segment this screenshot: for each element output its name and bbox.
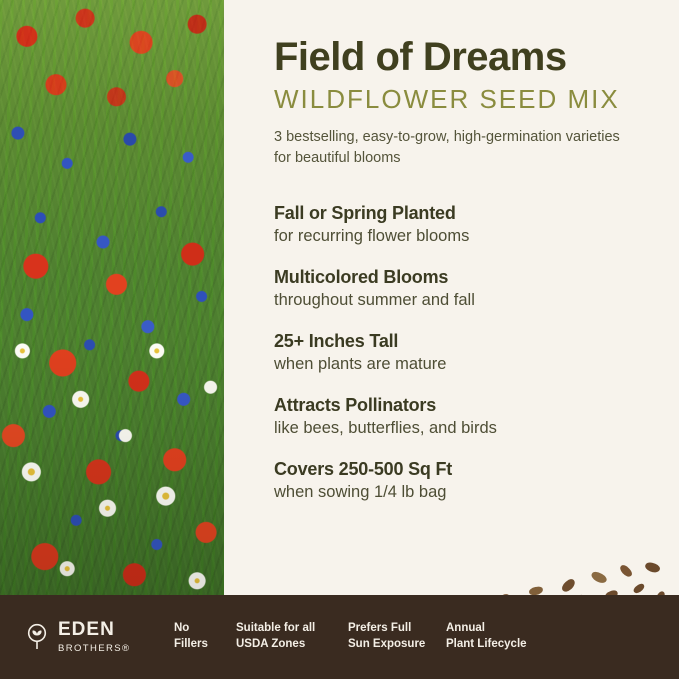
- feature-heading: Fall or Spring Planted: [274, 203, 456, 224]
- wildflower-field-photo: [0, 0, 224, 605]
- product-details-panel: [224, 0, 679, 605]
- product-subtitle: WILDFLOWER SEED MIX: [274, 84, 620, 114]
- footer-item-line1: No: [174, 622, 190, 635]
- footer-item-line1: Suitable for all: [236, 622, 316, 635]
- feature-heading: Attracts Pollinators: [274, 395, 437, 416]
- eden-brothers-logo[interactable]: [24, 620, 174, 655]
- footer-item-line2: Fillers: [174, 638, 208, 650]
- feature-item: [274, 459, 653, 502]
- feature-heading: 25+ Inches Tall: [274, 331, 399, 352]
- feature-description: when plants are mature: [274, 355, 447, 374]
- feature-item: [274, 267, 653, 310]
- feature-description: for recurring flower blooms: [274, 227, 470, 246]
- product-title: Field of Dreams: [274, 35, 567, 79]
- feature-description: throughout summer and fall: [274, 291, 475, 310]
- logo-primary-text: EDEN: [58, 618, 115, 640]
- footer-item-usda-zones: [236, 621, 348, 652]
- footer-bar: [0, 595, 679, 679]
- footer-item-line2: Sun Exposure: [348, 638, 426, 650]
- product-tagline: 3 bestselling, easy-to-grow, high-germination varieties for beautiful blooms: [274, 129, 620, 167]
- apple-tree-icon: [24, 623, 50, 651]
- feature-item: [274, 203, 653, 246]
- footer-item-sun-exposure: [348, 621, 446, 652]
- photo-shading-layer: [0, 0, 224, 605]
- footer-item-line1: Prefers Full: [348, 622, 412, 635]
- footer-item-line2: Plant Lifecycle: [446, 638, 527, 650]
- feature-description: when sowing 1/4 lb bag: [274, 483, 447, 502]
- footer-item-plant-lifecycle: [446, 621, 566, 652]
- footer-item-no-fillers: [174, 621, 236, 652]
- logo-secondary-text: BROTHERS®: [58, 642, 131, 654]
- feature-item: [274, 331, 653, 374]
- feature-heading: Multicolored Blooms: [274, 267, 449, 288]
- feature-item: [274, 395, 653, 438]
- footer-item-line1: Annual: [446, 622, 485, 635]
- feature-description: like bees, butterflies, and birds: [274, 419, 497, 438]
- footer-item-line2: USDA Zones: [236, 638, 306, 650]
- feature-heading: Covers 250-500 Sq Ft: [274, 459, 453, 480]
